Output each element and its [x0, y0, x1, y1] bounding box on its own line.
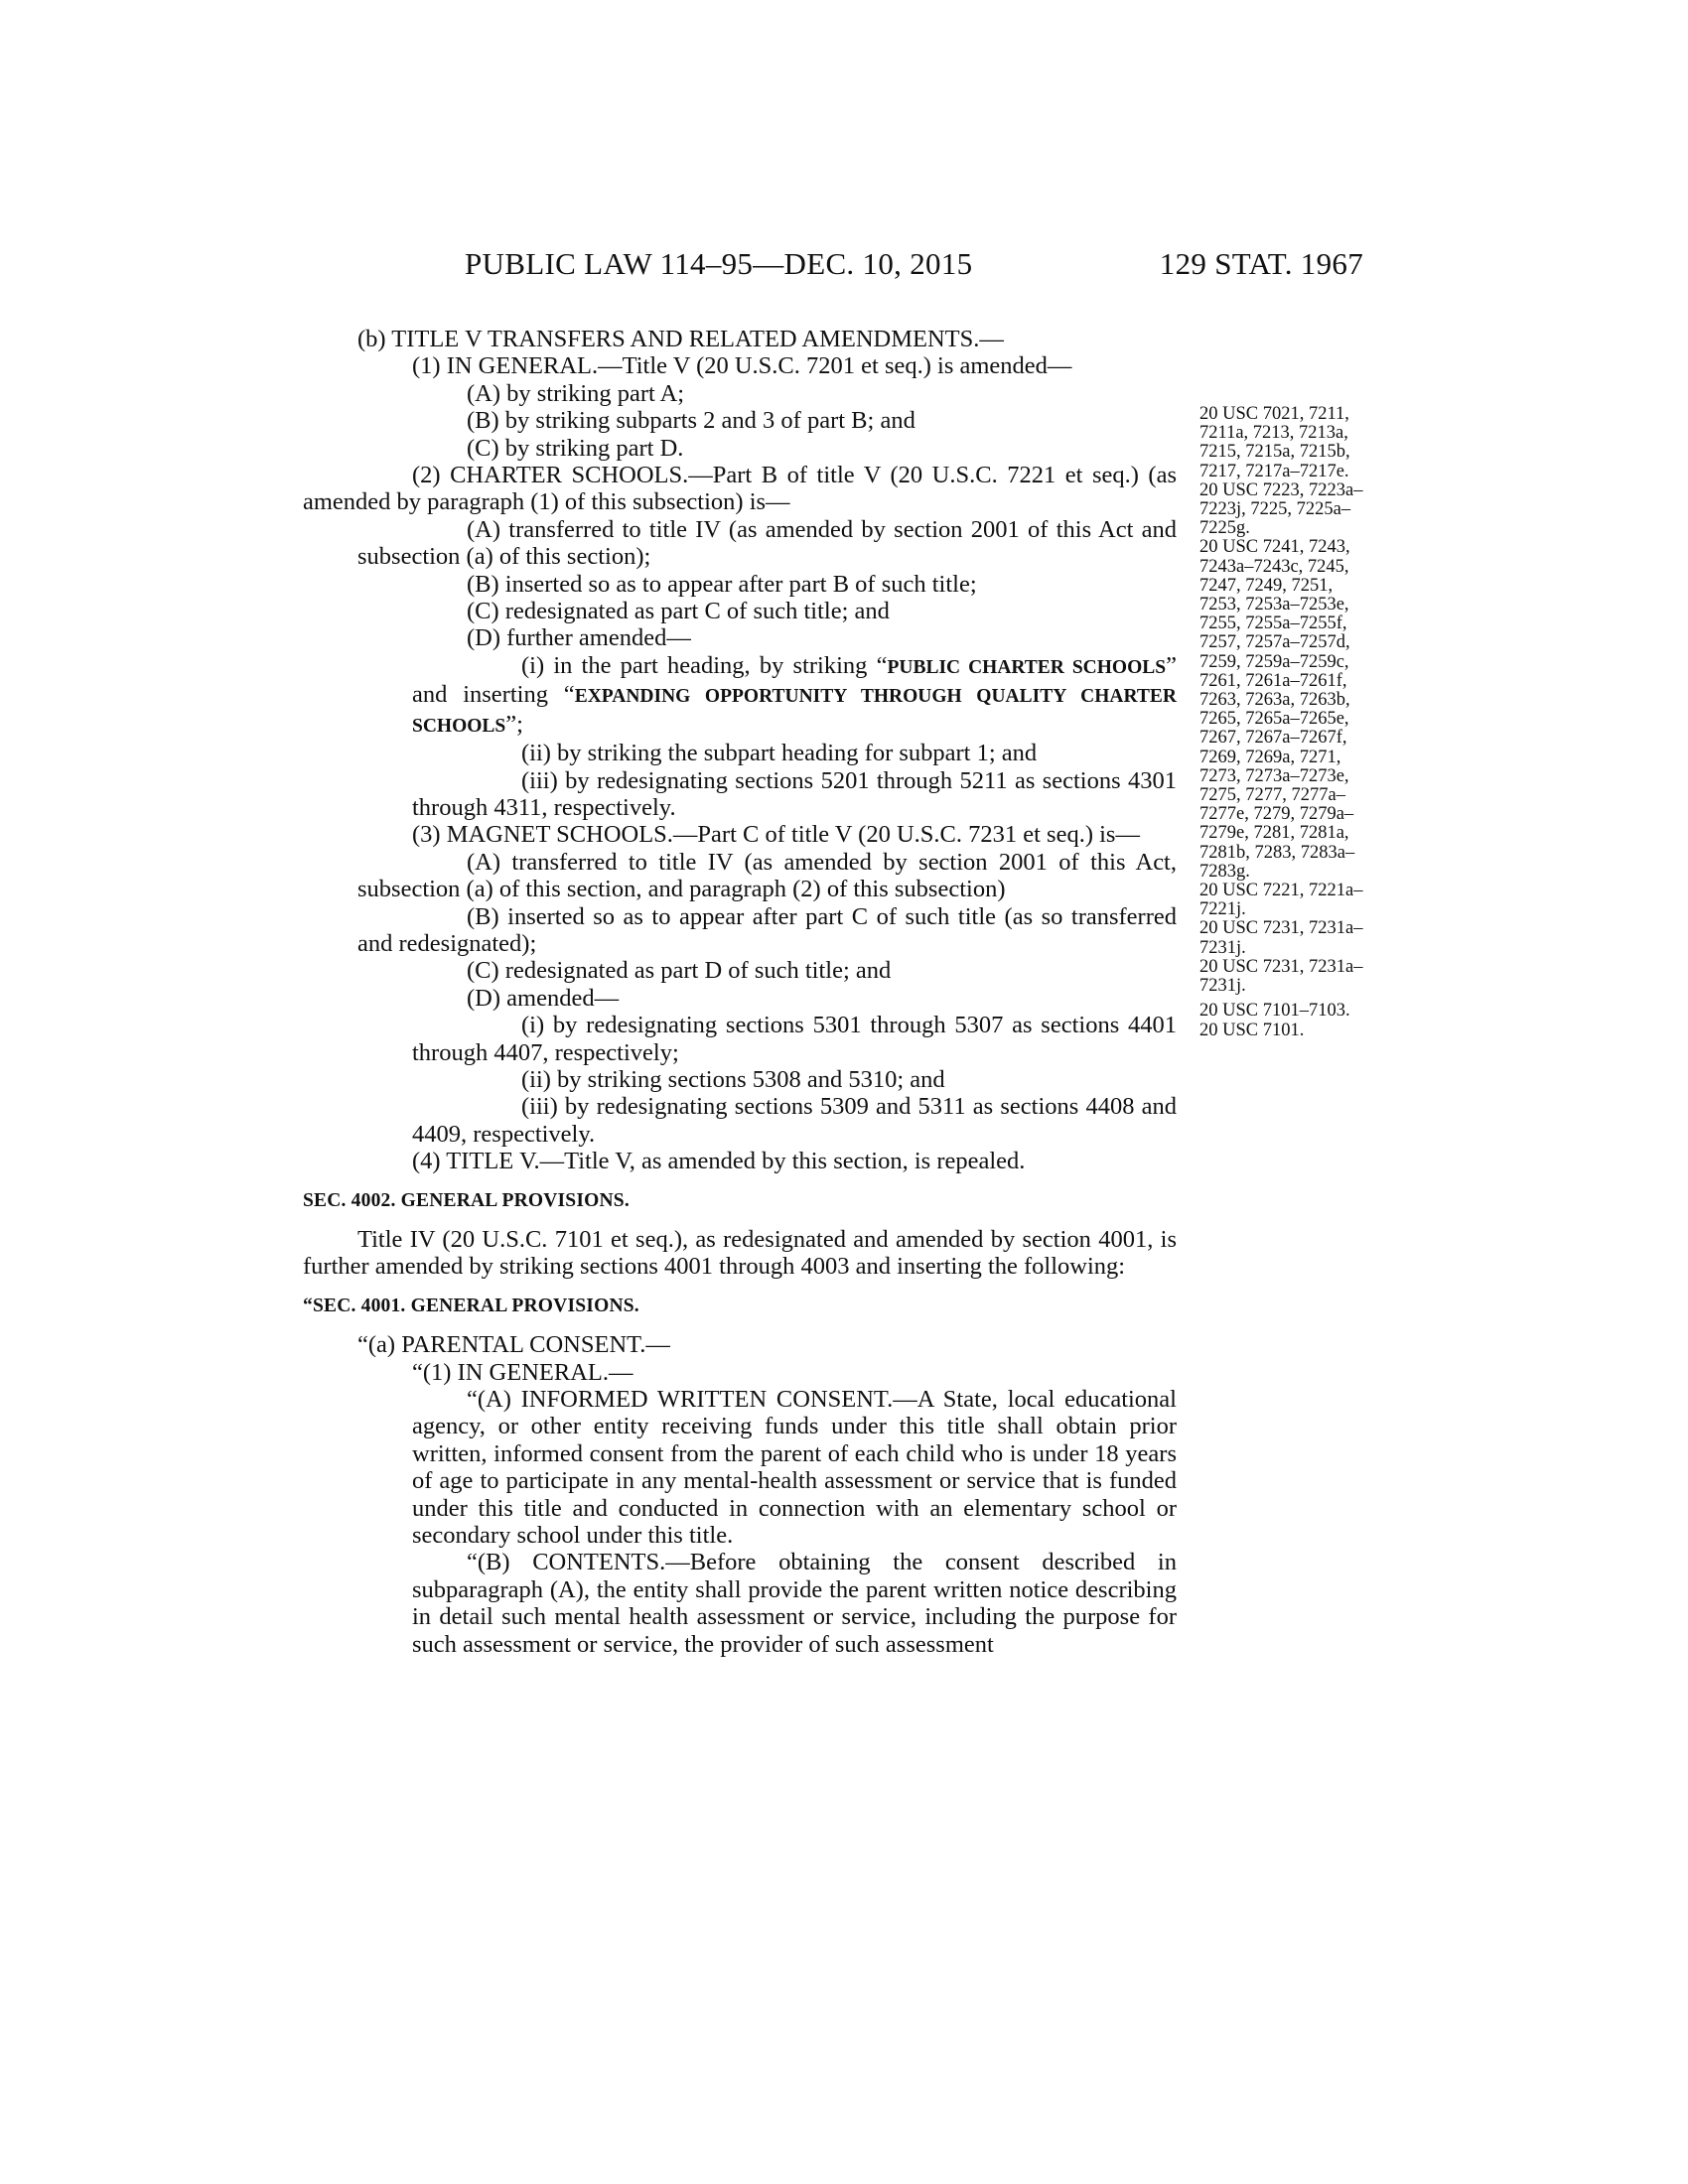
paragraph-3-b: (B) inserted so as to appear after part C of such title (as so transferred and redesignated);	[357, 902, 1177, 957]
margin-note: 20 USC 7101.	[1199, 1020, 1305, 1040]
subsection-a-heading: “(a) PARENTAL CONSENT.—	[357, 1331, 670, 1359]
paragraph-3-d: (D) amended—	[467, 984, 620, 1012]
paragraph-3-intro: (3) MAGNET SCHOOLS.—Part C of title V (20 U.S.C. 7231 et seq.) is—	[412, 821, 1140, 849]
paragraph-1-intro: (1) IN GENERAL.—Title V (20 U.S.C. 7201 et seq.) is amended—	[412, 352, 1072, 380]
paragraph-2-a: (A) transferred to title IV (as amended by section 2001 of this Act and subsection (a) of this section);	[357, 515, 1177, 571]
margin-note: 20 USC 7101–7103.	[1199, 1001, 1350, 1022]
paragraph-1-b: (B) by striking subparts 2 and 3 of part B; and	[467, 407, 915, 435]
margin-note: 20 USC 7231, 7231a–7231j.	[1199, 956, 1363, 997]
subparagraph-a1-B: “(B) CONTENTS.—Before obtaining the consent described in subparagraph (A), the entity shall provide the parent written notice describing in detail such mental health assessment or service, including the purpose for such assessment or service, the provider of such assessment	[412, 1549, 1177, 1658]
running-head-citation: PUBLIC LAW 114–95—DEC. 10, 2015	[465, 246, 973, 281]
paragraph-a1-heading: “(1) IN GENERAL.—	[412, 1358, 633, 1386]
section-4001-heading: “SEC. 4001. GENERAL PROVISIONS.	[303, 1295, 639, 1316]
paragraph-2-b: (B) inserted so as to appear after part B of such title;	[467, 570, 977, 598]
struck-heading: PUBLIC CHARTER SCHOOLS	[887, 656, 1167, 678]
inserted-heading: EXPANDING OPPORTUNITY THROUGH QUALITY CHARTER SCHOOLS	[412, 686, 1177, 737]
paragraph-4: (4) TITLE V.—Title V, as amended by this section, is repealed.	[412, 1148, 1026, 1175]
paragraph-3-d-i: (i) by redesignating sections 5301 through 5307 as sections 4401 through 4407, respectively;	[412, 1012, 1177, 1066]
margin-note: 20 USC 7021, 7211, 7211a, 7213, 7213a, 7215, 7215a, 7215b, 7217, 7217a–7217e.	[1199, 404, 1350, 481]
paragraph-1-a: (A) by striking part A;	[467, 379, 685, 407]
subparagraph-a1-A: “(A) INFORMED WRITTEN CONSENT.—A State, local educational agency, or other entity receiving funds under this title shall obtain prior written, informed consent from the parent of each child who is under 18 years of age to participate in any mental-health assessment or service that is funded under this title and conducted in connection with an elementary school or secondary school under this title.	[412, 1386, 1177, 1550]
paragraph-2-c: (C) redesignated as part C of such title; and	[467, 598, 890, 625]
body-text	[303, 326, 1177, 1658]
paragraph-1-c: (C) by striking part D.	[467, 434, 684, 462]
subsection-b-heading: (b) TITLE V TRANSFERS AND RELATED AMENDMENTS.—	[357, 326, 1004, 352]
paragraph-3-d-ii: (ii) by striking sections 5308 and 5310; and	[521, 1065, 945, 1093]
paragraph-3-c: (C) redesignated as part D of such title; and	[467, 957, 892, 985]
paragraph-2-d-i	[303, 652, 1177, 740]
paragraph-2-d-ii: (ii) by striking the subpart heading for subpart 1; and	[521, 740, 1038, 767]
paragraph-3-d-iii: (iii) by redesignating sections 5309 and 5311 as sections 4408 and 4409, respectively.	[412, 1093, 1177, 1148]
running-head	[465, 246, 1363, 290]
section-4002-text: Title IV (20 U.S.C. 7101 et seq.), as redesignated and amended by section 4001, is further amended by striking sections 4001 through 4003 and inserting the following:	[303, 1226, 1177, 1281]
clause-text: ” and inserting “	[412, 651, 1177, 709]
margin-note: 20 USC 7221, 7221a–7221j.	[1199, 881, 1363, 920]
section-4002-heading: SEC. 4002. GENERAL PROVISIONS.	[303, 1189, 630, 1211]
margin-notes	[1199, 405, 1373, 1040]
margin-note: 20 USC 7223, 7223a–7223j, 7225, 7225a–7225g.	[1199, 479, 1363, 539]
clause-text: (i) in the part heading, by striking “	[521, 651, 888, 679]
paragraph-2-d: (D) further amended—	[467, 624, 691, 652]
margin-note: 20 USC 7241, 7243, 7243a–7243c, 7245, 7247, 7249, 7251, 7253, 7253a–7253e, 7255, 7255a–7255f, 7257, 7257a–7257d, 7259, 7259a–7259c, 7261, 7261a–7261f, 7263, 7263a, 7263b, 7265, 7265a–7265e, 7267, 7267a–7267f, 7269, 7269a, 7271, 7273, 7273a–7273e, 7275, 7277, 7277a–7277e, 7279, 7279a–7279e, 7281, 7281a, 7281b, 7283, 7283a–7283g.	[1199, 537, 1355, 882]
margin-note: 20 USC 7231, 7231a–7231j.	[1199, 918, 1363, 958]
statute-page-number: 129 STAT. 1967	[1159, 246, 1363, 281]
paragraph-2-d-iii: (iii) by redesignating sections 5201 through 5211 as sections 4301 through 4311, respectively.	[412, 766, 1177, 821]
paragraph-2-intro: (2) CHARTER SCHOOLS.—Part B of title V (20 U.S.C. 7221 et seq.) (as amended by paragraph (1) of this subsection) is—	[303, 462, 1177, 516]
clause-text: ”;	[505, 710, 523, 738]
paragraph-3-a: (A) transferred to title IV (as amended by section 2001 of this Act, subsection (a) of this section, and paragraph (2) of this subsection)	[357, 848, 1177, 903]
